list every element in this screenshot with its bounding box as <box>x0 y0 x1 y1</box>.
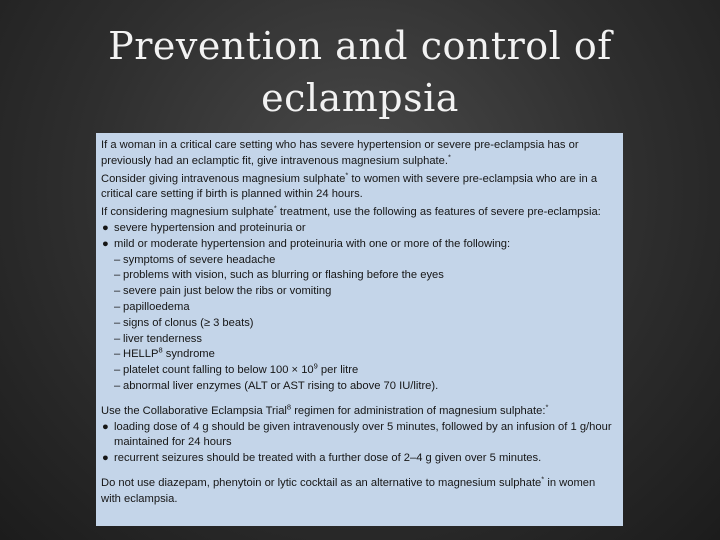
paragraph-do-not-use <box>101 476 618 508</box>
exponent: 9 <box>313 361 318 371</box>
regimen-item <box>101 451 618 467</box>
dash-icon: – <box>114 379 121 392</box>
dash-icon: – <box>114 348 121 361</box>
bullet-icon: ● <box>102 420 109 433</box>
paragraph-regimen-text-b: regimen for administration of magnesium sulphate: <box>291 404 546 417</box>
slide-title-line-2: eclampsia <box>261 76 459 120</box>
paragraph-regimen-intro <box>101 404 618 420</box>
paragraph-features-intro <box>101 205 618 221</box>
paragraph-do-not-use-text-b: in women with eclampsia. <box>101 476 596 505</box>
footnote-marker: * <box>345 169 349 179</box>
paragraph-features-text-b: treatment, use the following as features of severe pre-eclampsia: <box>276 206 601 219</box>
paragraph-critical-care <box>101 138 618 170</box>
footnote-marker: * <box>448 152 451 162</box>
footnote-marker: * <box>273 203 277 213</box>
paragraph-features-text-a: If considering magnesium sulphate <box>101 206 274 219</box>
sub-feature-text: symptoms of severe headache <box>123 253 276 266</box>
sub-feature-item <box>101 316 618 332</box>
sub-feature-text: liver tenderness <box>123 332 202 345</box>
hellp-text-b: syndrome <box>162 348 215 361</box>
dash-icon: – <box>114 316 121 329</box>
sub-feature-text: signs of clonus (≥ 3 beats) <box>123 316 254 329</box>
regimen-item <box>101 420 618 452</box>
footnote-marker: 8 <box>286 402 292 412</box>
paragraph-regimen-text-a: Use the Collaborative Eclampsia Trial <box>101 404 287 417</box>
sub-feature-text: problems with vision, such as blurring or flashing before the eyes <box>123 269 444 282</box>
feature-item <box>101 221 618 237</box>
paragraph-consider-text-a: Consider giving intravenous magnesium sulphate <box>101 172 346 185</box>
bullet-icon: ● <box>102 221 109 234</box>
sub-feature-text: abnormal liver enzymes (ALT or AST rising to above 70 IU/litre). <box>123 379 439 392</box>
feature-item <box>101 237 618 253</box>
slide-title <box>0 20 720 124</box>
platelet-tail-text: per litre <box>317 364 359 377</box>
features-list <box>101 221 618 395</box>
sub-feature-item-hellp <box>101 347 618 363</box>
paragraph-do-not-use-text-a: Do not use diazepam, phenytoin or lytic cocktail as an alternative to magnesium sulphate <box>101 476 542 489</box>
footnote-marker: * <box>545 402 549 412</box>
sub-feature-item <box>101 268 618 284</box>
bullet-icon: ● <box>102 237 109 250</box>
dash-icon: – <box>114 285 121 298</box>
sub-feature-item <box>101 332 618 348</box>
footnote-marker: * <box>541 474 545 484</box>
slide-title-line-1: Prevention and control of <box>108 24 612 68</box>
footnote-marker: 8 <box>158 345 163 355</box>
regimen-list <box>101 420 618 467</box>
feature-text: severe hypertension and proteinuria or <box>114 221 306 234</box>
sub-feature-item <box>101 284 618 300</box>
sub-feature-item <box>101 300 618 316</box>
sub-feature-item-platelet <box>101 363 618 379</box>
regimen-text: loading dose of 4 g should be given intravenously over 5 minutes, followed by an infusion of 1 g/hour maintained for 24 hours <box>114 420 612 449</box>
sub-feature-text: severe pain just below the ribs or vomiting <box>123 285 332 298</box>
sub-feature-text: papilloedema <box>123 300 190 313</box>
sub-feature-item <box>101 253 618 269</box>
paragraph-consider-magnesium <box>101 169 618 204</box>
paragraph-consider-text-b: to women with severe pre-eclampsia who are in a critical care setting if birth is planned within 24 hours. <box>101 172 598 201</box>
dash-icon: – <box>114 364 121 377</box>
paragraph-critical-care-text: If a woman in a critical care setting who has severe hypertension or severe pre-eclampsia has or previously had an eclamptic fit, give intravenous magnesium sulphate. <box>101 139 579 167</box>
guideline-panel <box>96 133 623 526</box>
dash-icon: – <box>114 300 121 313</box>
dash-icon: – <box>114 253 121 266</box>
sub-feature-text: platelet count falling to below 100 × 10 <box>123 364 314 377</box>
feature-text: mild or moderate hypertension and proteinuria with one or more of the following: <box>114 237 511 250</box>
hellp-text-a: HELLP <box>123 348 159 361</box>
dash-icon: – <box>114 269 121 282</box>
dash-icon: – <box>114 332 121 345</box>
bullet-icon: ● <box>102 452 109 465</box>
sub-feature-item <box>101 379 618 395</box>
regimen-text: recurrent seizures should be treated with a further dose of 2–4 g given over 5 minutes. <box>114 452 542 465</box>
